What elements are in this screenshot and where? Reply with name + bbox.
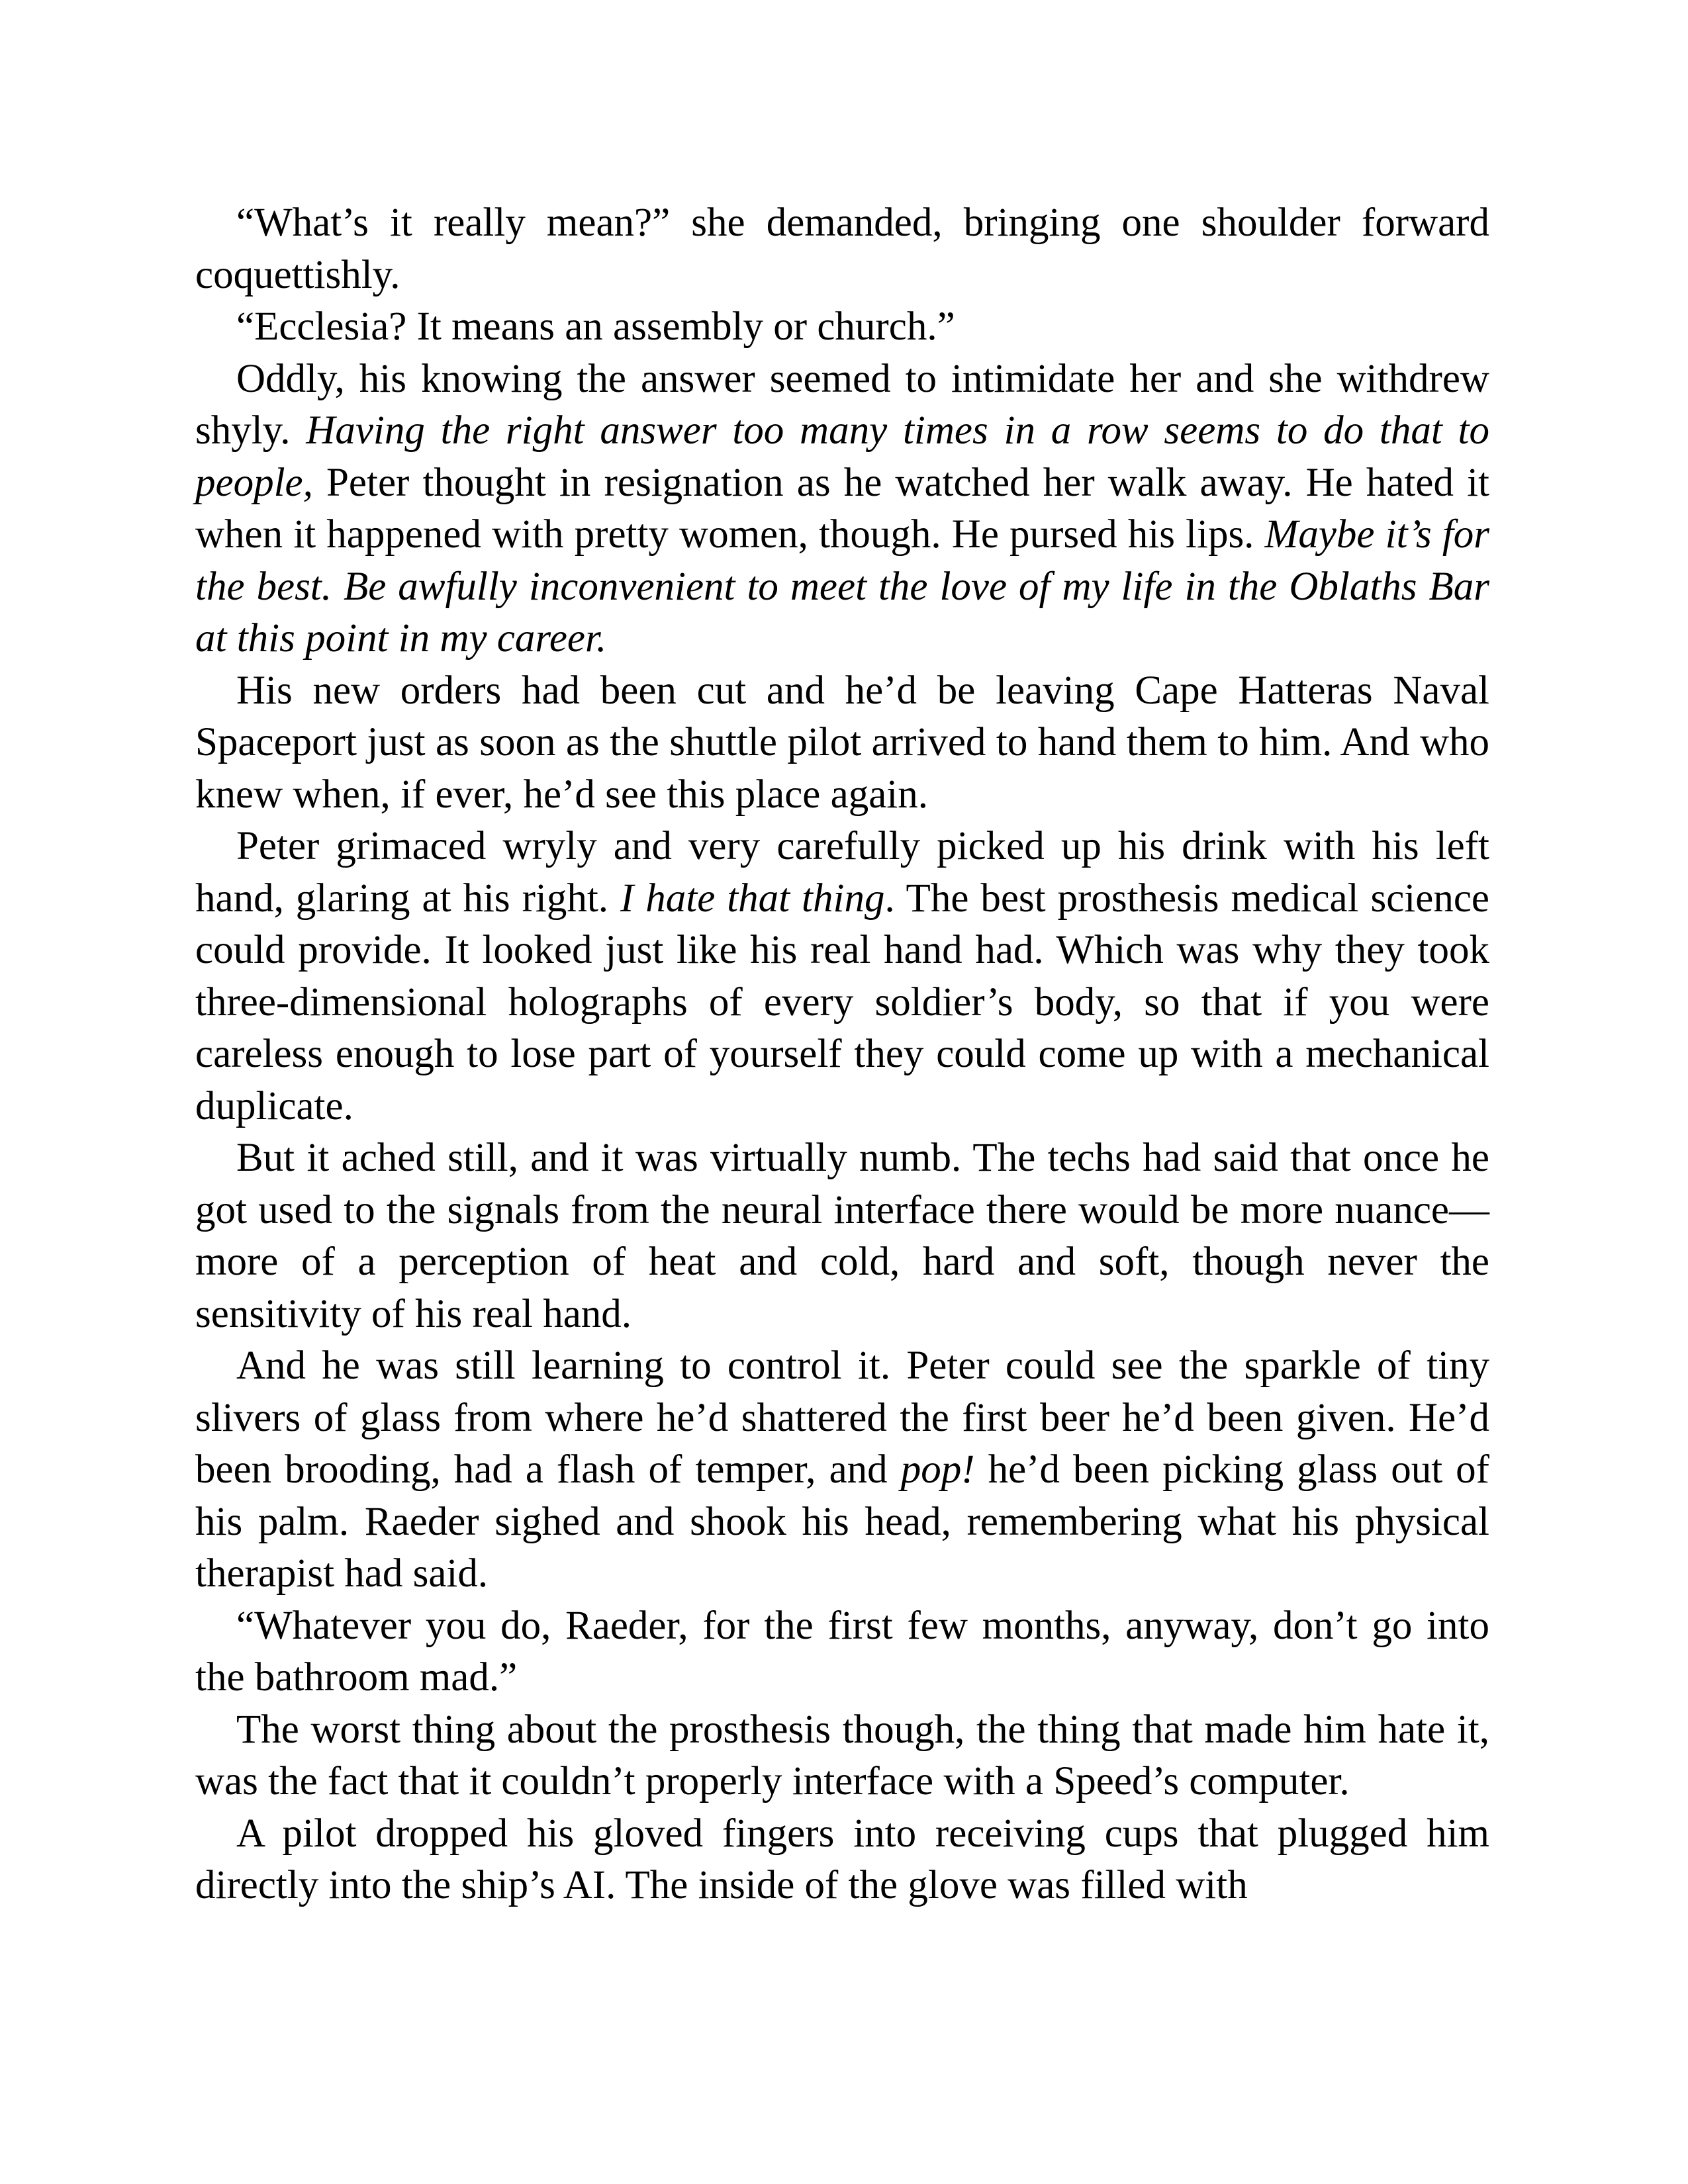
paragraph [195, 353, 1489, 665]
text-segment: . The best prosthesis medical science could provide. It looked just like his real hand had. Which was why they took three-dimensional holographs of every soldier’s body, so that if you were careless enough to lose part of yourself they could come up with a mechanical duplicate. [195, 876, 1489, 1128]
text-segment: The worst thing about the prosthesis though, the thing that made him hate it, was the fact that it couldn’t properly interface with a Speed’s computer. [195, 1707, 1489, 1803]
paragraph [195, 301, 1489, 353]
italic-thought: I hate that thing [620, 876, 885, 921]
text-segment: he’d been picking glass out of his palm. Raeder sighed and shook his head, remembering what his physical therapist had said. [195, 1447, 1489, 1596]
italic-thought: Having the right answer too many times in a row seems to do that to people, [195, 408, 1490, 505]
italic-thought: Maybe it’s for the best. Be awfully inconvenient to meet the love of my life in the Oblaths Bar at this point in my career. [195, 512, 1490, 660]
paragraph [195, 821, 1489, 1132]
text-segment: Peter thought in resignation as he watched her walk away. He hated it when it happened with pretty women, though. He pursed his lips. [195, 460, 1489, 557]
text-segment: A pilot dropped his gloved fingers into receiving cups that plugged him directly into the ship’s AI. The inside of the glove was filled with [195, 1811, 1489, 1907]
text-segment: “Ecclesia? It means an assembly or church.” [236, 304, 955, 349]
italic-exclamation: pop! [900, 1447, 975, 1492]
text-segment: His new orders had been cut and he’d be leaving Cape Hatteras Naval Spaceport just as soon as the shuttle pilot arrived to hand them to him. And who knew when, if ever, he’d see this place again. [195, 668, 1489, 817]
text-segment: “Whatever you do, Raeder, for the first few months, anyway, don’t go into the bathroom mad.” [195, 1603, 1489, 1700]
text-segment: Peter grimaced wryly and very carefully picked up his drink with his left hand, glaring at his right. [195, 824, 1489, 921]
paragraph [195, 197, 1489, 301]
body-text [195, 197, 1489, 1912]
text-segment: But it ached still, and it was virtually numb. The techs had said that once he got used to the signals from the neural interface there would be more nuance—more of a perception of heat and cold, hard and soft, though never the sensitivity of his real hand. [195, 1136, 1489, 1336]
paragraph [195, 1600, 1489, 1704]
paragraph [195, 665, 1489, 821]
paragraph [195, 1132, 1489, 1340]
paragraph [195, 1704, 1489, 1808]
text-segment: Oddly, his knowing the answer seemed to intimidate her and she withdrew shyly. [195, 356, 1489, 453]
paragraph [195, 1808, 1489, 1912]
paragraph [195, 1340, 1489, 1600]
text-segment: “What’s it really mean?” she demanded, bringing one shoulder forward coquettishly. [195, 201, 1489, 297]
text-segment: And he was still learning to control it. Peter could see the sparkle of tiny slivers of glass from where he’d shattered the first beer he’d been given. He’d been brooding, had a flash of temper, and [195, 1343, 1489, 1492]
